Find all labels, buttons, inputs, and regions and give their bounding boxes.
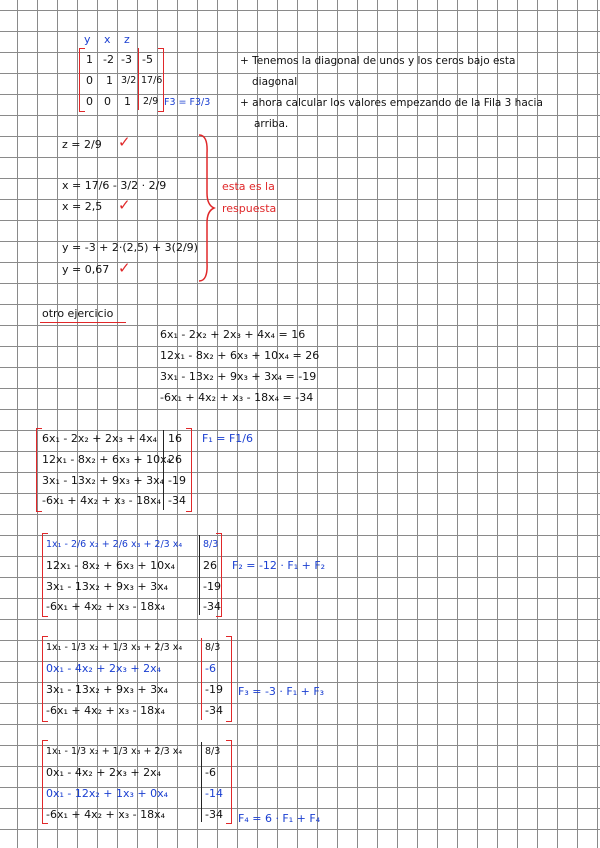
matrix-1-cell: 1	[124, 95, 131, 108]
exercise-equation: 6x₁ - 2x₂ + 2x₃ + 4x₄ = 16	[160, 328, 306, 341]
matrix-4-rhs: -34	[205, 704, 223, 717]
matrix-3-row: 12x₁ - 8x₂ + 6x₃ + 10x₄	[46, 559, 176, 572]
matrix-3-operation: F₂ = -12 · F₁ + F₂	[232, 559, 326, 572]
matrix-3-rhs: -34	[203, 600, 221, 613]
solution-y-expression: y = -3 + 2·(2,5) + 3(2/9)	[62, 241, 198, 254]
matrix-4-row: 0x₁ - 4x₂ + 2x₃ + 2x₄	[46, 662, 162, 675]
matrix-2-row: 6x₁ - 2x₂ + 2x₃ + 4x₄	[42, 432, 158, 445]
matrix-4-separator	[201, 638, 202, 720]
matrix-1-operation: F3 = F3/3	[164, 97, 211, 108]
matrix-2-row: -6x₁ + 4x₂ + x₃ - 18x₄	[42, 494, 162, 507]
matrix-3-rhs: 8/3	[203, 539, 219, 550]
matrix-1-cell: -5	[142, 53, 153, 66]
matrix-5-row: 0x₁ - 4x₂ + 2x₃ + 2x₄	[46, 766, 162, 779]
exercise-title: otro ejercicio	[42, 307, 114, 320]
note-line: arriba.	[254, 118, 289, 130]
check-icon: ✓	[118, 259, 131, 277]
matrix-2-row: 3x₁ - 13x₂ + 9x₃ + 3x₄	[42, 474, 165, 487]
matrix-1-header-z: z	[124, 33, 130, 46]
note-line: + ahora calcular los valores empezando de la Fila 3 hacia	[240, 97, 543, 109]
matrix-5-rhs: -6	[205, 766, 216, 779]
note-line: diagonal	[252, 76, 298, 88]
matrix-3-row: 1x₁ - 2/6 x₂ + 2/6 x₃ + 2/3 x₄	[46, 539, 183, 550]
matrix-1-cell: -3	[121, 53, 132, 66]
matrix-5-rhs: 8/3	[205, 746, 221, 757]
exercise-equation: 12x₁ - 8x₂ + 6x₃ + 10x₄ = 26	[160, 349, 320, 362]
matrix-5-row: 1x₁ - 1/3 x₂ + 1/3 x₃ + 2/3 x₄	[46, 746, 183, 757]
matrix-4-right-bracket	[226, 636, 232, 722]
matrix-5-row: -6x₁ + 4x₂ + x₃ - 18x₄	[46, 808, 166, 821]
matrix-1-separator	[138, 48, 139, 110]
matrix-2-operation: F₁ = F1/6	[202, 432, 253, 445]
matrix-3-row: -6x₁ + 4x₂ + x₃ - 18x₄	[46, 600, 166, 613]
matrix-1-header-y: y	[84, 33, 91, 46]
answer-label: respuesta	[222, 202, 277, 215]
exercise-equation: -6x₁ + 4x₂ + x₃ - 18x₄ = -34	[160, 391, 314, 404]
matrix-3-rhs: 26	[203, 559, 217, 572]
matrix-1-cell: 0	[104, 95, 111, 108]
matrix-4-operation: F₃ = -3 · F₁ + F₃	[238, 685, 325, 698]
matrix-2-rhs: 26	[168, 453, 182, 466]
matrix-1-cell: 17/6	[141, 75, 163, 86]
matrix-1-cell: 1	[86, 53, 93, 66]
matrix-4-rhs: -6	[205, 662, 216, 675]
matrix-1-cell: -2	[103, 53, 114, 66]
check-icon: ✓	[118, 196, 131, 214]
matrix-2-rhs: -19	[168, 474, 186, 487]
matrix-1-cell: 0	[86, 95, 93, 108]
solution-x-value: x = 2,5	[62, 200, 103, 213]
matrix-5-operation: F₄ = 6 · F₁ + F₄	[238, 812, 321, 825]
matrix-4-row: 3x₁ - 13x₂ + 9x₃ + 3x₄	[46, 683, 169, 696]
solution-y-value: y = 0,67	[62, 263, 110, 276]
matrix-4-row: -6x₁ + 4x₂ + x₃ - 18x₄	[46, 704, 166, 717]
exercise-title-underline	[40, 322, 126, 323]
matrix-2-separator	[163, 430, 164, 510]
check-icon: ✓	[118, 133, 131, 151]
matrix-2-right-bracket	[186, 428, 192, 512]
answer-label: esta es la	[222, 180, 275, 193]
solution-z: z = 2/9	[62, 138, 102, 151]
matrix-2-row: 12x₁ - 8x₂ + 6x₃ + 10x₄	[42, 453, 172, 466]
matrix-2-rhs: -34	[168, 494, 186, 507]
exercise-equation: 3x₁ - 13x₂ + 9x₃ + 3x₄ = -19	[160, 370, 317, 383]
matrix-3-separator	[199, 535, 200, 615]
matrix-3-row: 3x₁ - 13x₂ + 9x₃ + 3x₄	[46, 580, 169, 593]
note-line: + Tenemos la diagonal de unos y los ceros bajo esta	[240, 55, 516, 67]
matrix-1-cell: 1	[106, 74, 113, 87]
matrix-3-rhs: -19	[203, 580, 221, 593]
matrix-1-cell: 2/9	[143, 96, 159, 107]
matrix-1-left-bracket	[79, 48, 85, 112]
matrix-2-rhs: 16	[168, 432, 182, 445]
curly-brace-icon	[196, 133, 216, 283]
matrix-1-cell: 3/2	[121, 75, 137, 86]
matrix-5-row: 0x₁ - 12x₂ + 1x₃ + 0x₄	[46, 787, 169, 800]
solution-x-expression: x = 17/6 - 3/2 · 2/9	[62, 179, 167, 192]
matrix-5-right-bracket	[226, 740, 232, 824]
matrix-1-cell: 0	[86, 74, 93, 87]
matrix-5-separator	[201, 742, 202, 822]
matrix-5-rhs: -14	[205, 787, 223, 800]
matrix-1-header-x: x	[104, 33, 111, 46]
matrix-4-row: 1x₁ - 1/3 x₂ + 1/3 x₃ + 2/3 x₄	[46, 642, 183, 653]
matrix-5-rhs: -34	[205, 808, 223, 821]
matrix-4-rhs: -19	[205, 683, 223, 696]
matrix-4-rhs: 8/3	[205, 642, 221, 653]
